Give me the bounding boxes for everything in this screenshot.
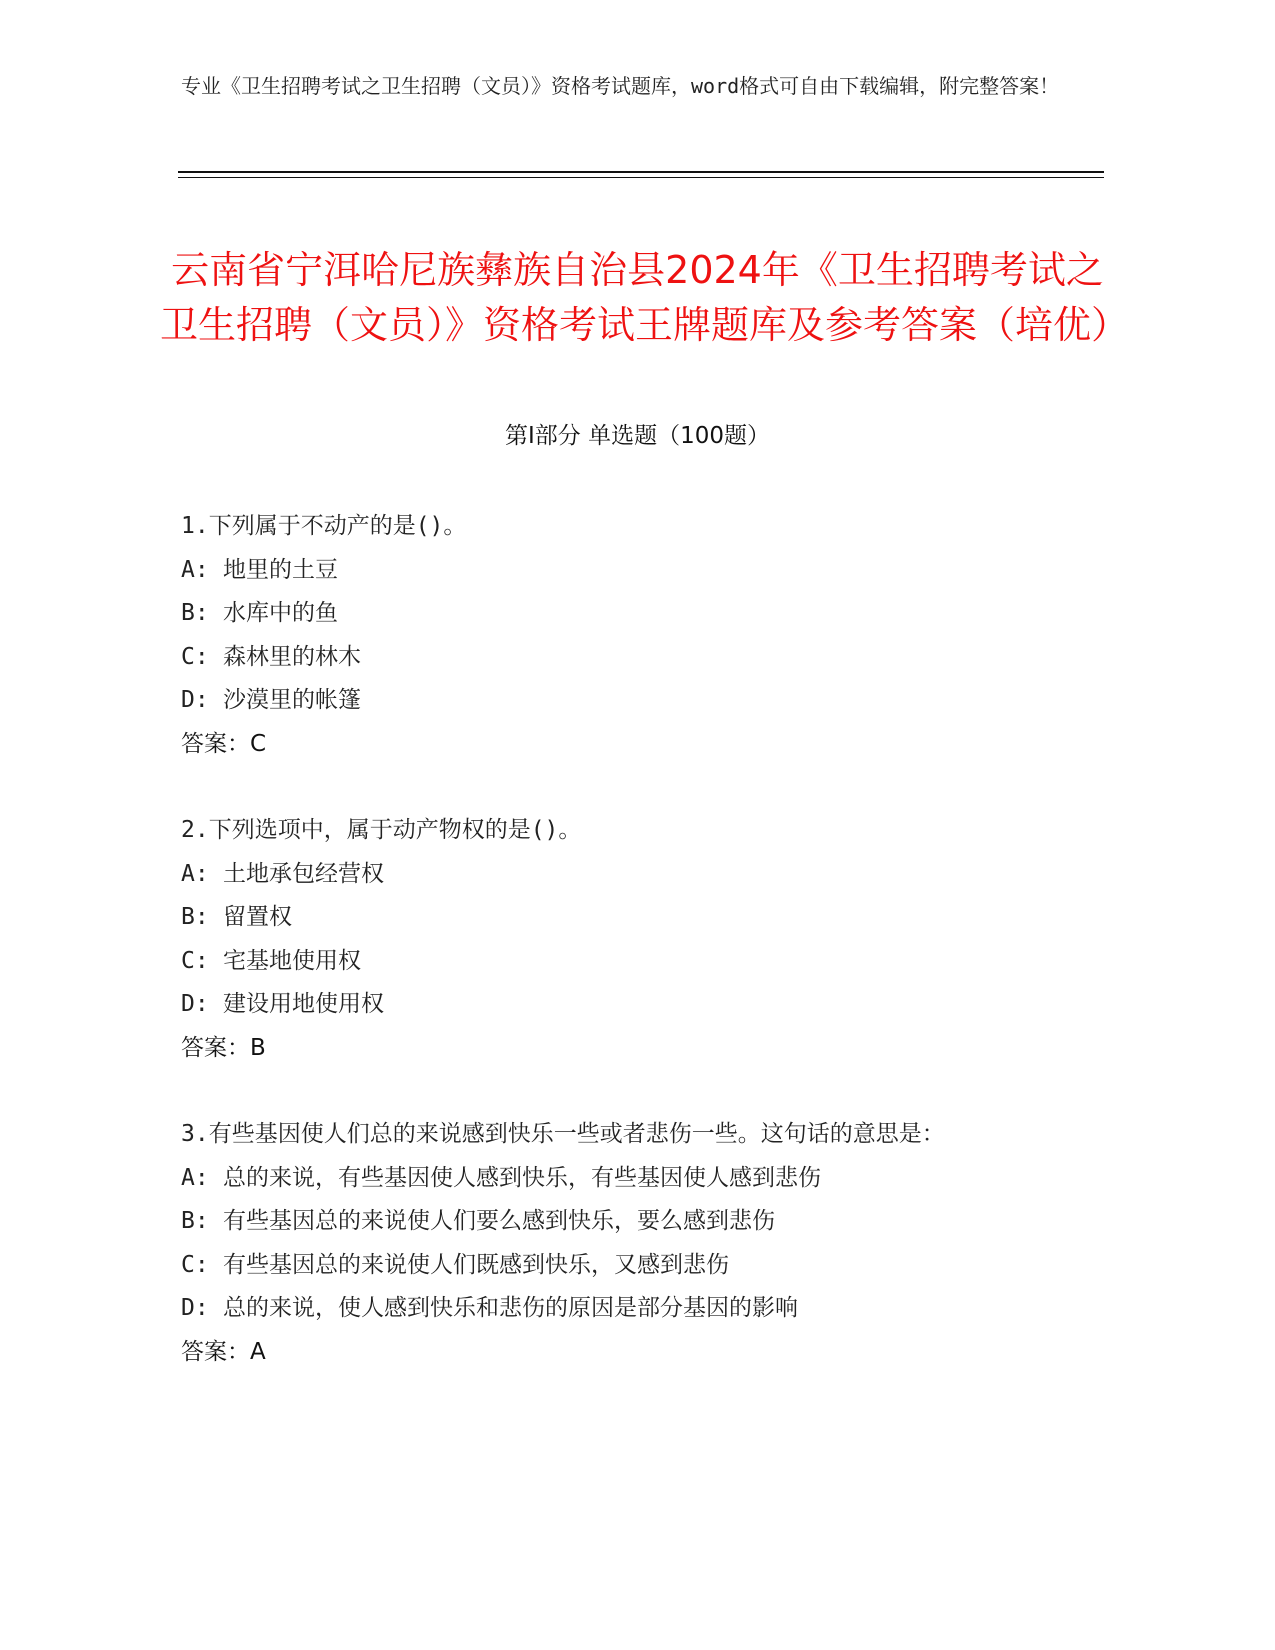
option-d <box>181 679 1031 723</box>
question-stem: 1.下列属于不动产的是()。 <box>181 513 467 539</box>
answer-line <box>181 1331 1031 1375</box>
header-note: 专业《卫生招聘考试之卫生招聘（文员）》资格考试题库，word格式可自由下载编辑，附完整答案！ <box>181 74 1060 98</box>
option-b <box>181 896 1031 940</box>
option-letter: A: <box>181 1164 209 1191</box>
option-a <box>181 853 1031 897</box>
option-text: 土地承包经营权 <box>223 860 384 887</box>
option-text: 有些基因总的来说使人们既感到快乐，又感到悲伤 <box>223 1251 729 1278</box>
option-text: 水库中的鱼 <box>223 600 338 626</box>
option-b <box>181 592 1031 636</box>
option-d <box>181 983 1031 1027</box>
option-letter: D: <box>181 687 209 713</box>
question-list <box>181 505 1031 1417</box>
option-letter: C: <box>181 1251 209 1278</box>
answer-line <box>181 1027 1031 1071</box>
answer-line <box>181 723 1031 767</box>
option-letter: D: <box>181 1295 209 1321</box>
option-text: 沙漠里的帐篷 <box>223 687 361 713</box>
option-c <box>181 1244 1031 1288</box>
question-1 <box>181 505 1031 766</box>
option-letter: B: <box>181 904 209 930</box>
header-divider-thin <box>178 177 1104 178</box>
option-d <box>181 1287 1031 1331</box>
option-letter: A: <box>181 556 209 583</box>
answer-value: B <box>250 1034 266 1061</box>
answer-label: 答案： <box>181 1338 250 1365</box>
question-stem: 2.下列选项中，属于动产物权的是()。 <box>181 817 582 843</box>
answer-label: 答案： <box>181 730 250 757</box>
answer-value: A <box>250 1338 266 1365</box>
option-a <box>181 1157 1031 1201</box>
question-2 <box>181 809 1031 1070</box>
question-3 <box>181 1113 1031 1374</box>
option-text: 有些基因总的来说使人们要么感到快乐，要么感到悲伤 <box>223 1208 775 1234</box>
option-letter: B: <box>181 1208 209 1234</box>
option-letter: C: <box>181 643 209 670</box>
question-stem: 3.有些基因使人们总的来说感到快乐一些或者悲伤一些。这句话的意思是： <box>181 1121 945 1147</box>
option-text: 建设用地使用权 <box>223 991 384 1017</box>
answer-label: 答案： <box>181 1034 250 1061</box>
option-text: 总的来说，使人感到快乐和悲伤的原因是部分基因的影响 <box>223 1295 798 1321</box>
option-c <box>181 636 1031 680</box>
option-text: 留置权 <box>223 904 292 930</box>
option-text: 地里的土豆 <box>223 556 338 583</box>
option-a <box>181 549 1031 593</box>
option-text: 宅基地使用权 <box>223 947 361 974</box>
document-title: 云南省宁洱哈尼族彝族自治县2024年《卫生招聘考试之卫生招聘（文员）》资格考试王牌题库及参考答案（培优） <box>160 248 1130 348</box>
option-letter: A: <box>181 860 209 887</box>
answer-value: C <box>250 730 267 757</box>
option-letter: C: <box>181 947 209 974</box>
option-b <box>181 1200 1031 1244</box>
option-letter: D: <box>181 991 209 1017</box>
option-text: 森林里的林木 <box>223 643 361 670</box>
option-c <box>181 940 1031 984</box>
section-heading: 第I部分 单选题（100题） <box>505 423 770 449</box>
option-text: 总的来说，有些基因使人感到快乐，有些基因使人感到悲伤 <box>223 1164 821 1191</box>
option-letter: B: <box>181 600 209 626</box>
header-divider-thick <box>178 171 1104 173</box>
